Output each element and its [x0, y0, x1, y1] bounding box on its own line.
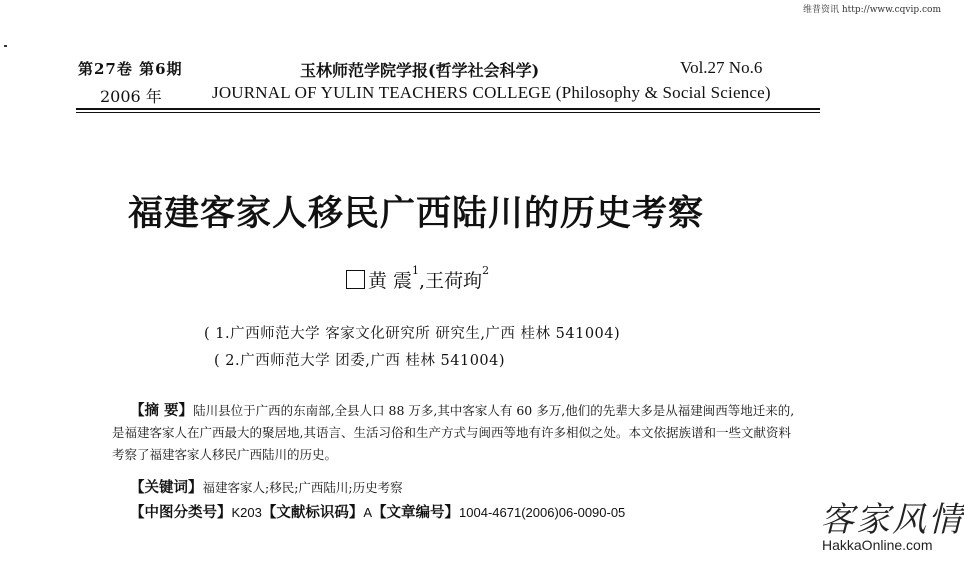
journal-name-cn: 玉林师范学院学报(哲学社会科学) [300, 61, 540, 80]
box-icon [346, 270, 365, 289]
article-number-value: 1004-4671(2006)06-0090-05 [459, 505, 626, 520]
keywords-text: 福建客家人;移民;广西陆川;历史考察 [202, 480, 403, 495]
site-logo-stamp: 客家风情 [820, 500, 964, 540]
affiliation-2: ( 2.广西师范大学 团委,广西 桂林 541004) [214, 353, 506, 369]
keywords [130, 476, 403, 497]
abstract-text: 陆川县位于广西的东南部,全县人口 88 万多,其中客家人有 60 多万,他们的先辈大多是从福建闽西等地迁来的,是福建客家人在广西最大的聚居地,其语言、生活习俗和生产方式与闽西等地有许多相似之处。本文依据族谱和一些文献资料考察了福建客家人移民广西陆川的历史。 [112, 403, 795, 462]
header-rule-thin [76, 112, 820, 113]
author-name: 黄 震 [368, 270, 413, 292]
publication-year: 2006 年 [100, 87, 162, 106]
author-name: 王荷珣 [425, 270, 483, 292]
author-line [346, 266, 489, 293]
volume-issue-cn: 第27卷 第6期 [78, 60, 183, 78]
affiliation-1: ( 1.广西师范大学 客家文化研究所 研究生,广西 桂林 541004) [204, 326, 621, 342]
clc-label: 【中图分类号】 [130, 505, 232, 521]
clc-value: K203 [231, 505, 262, 520]
margin-mark [4, 45, 7, 47]
journal-name-en: JOURNAL OF YULIN TEACHERS COLLEGE (Philosophy & Social Science) [212, 83, 771, 102]
article-title: 福建客家人移民广西陆川的历史考察 [128, 194, 705, 234]
article-number-label: 【文章编号】 [372, 505, 460, 521]
site-logo-url: HakkaOnline.com [822, 537, 933, 553]
keywords-label: 【关键词】 [130, 480, 203, 496]
author-separator: , [419, 270, 426, 292]
watermark-text: 维普资讯 http://www.cqvip.com [802, 5, 941, 15]
author-affiliation-mark: 2 [482, 264, 490, 277]
abstract-label: 【摘 要】 [130, 403, 194, 419]
doc-code-value: A [363, 505, 373, 520]
author-affiliation-mark: 1 [412, 264, 420, 277]
doc-code-label: 【文献标识码】 [261, 505, 364, 521]
abstract [112, 400, 802, 466]
volume-issue-en: Vol.27 No.6 [680, 58, 763, 77]
header-rule-thick [76, 108, 820, 110]
classification-line [130, 501, 625, 522]
